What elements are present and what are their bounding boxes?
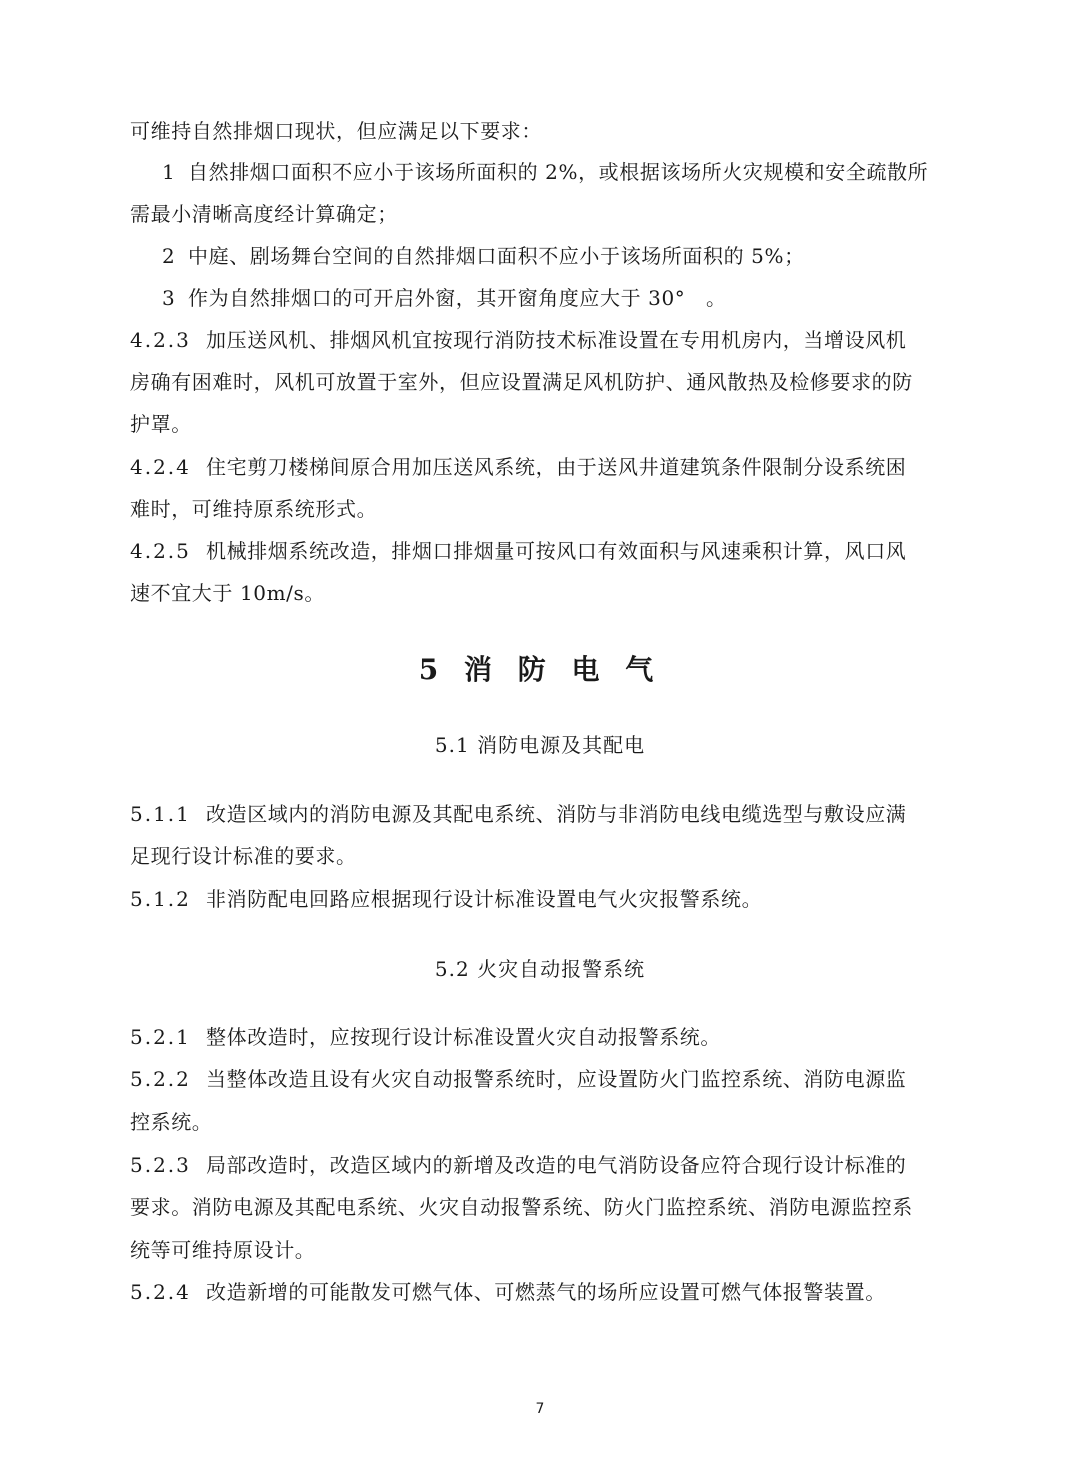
clause-4-2-3: [130, 327, 960, 353]
clause-number: 4.2.4: [130, 455, 191, 479]
clause-number: 5.2.1: [130, 1025, 191, 1049]
clause-4-2-5: [130, 538, 960, 564]
list-item: [162, 243, 992, 269]
clause-text: 机械排烟系统改造，排烟口排烟量可按风口有效面积与风速乘积计算，风口风: [206, 539, 907, 563]
clause-5-2-2: [130, 1066, 960, 1092]
clause-continuation: 速不宜大于 10m/s。: [130, 581, 325, 605]
clause-4-2-4: [130, 454, 960, 480]
clause-text: 住宅剪刀楼梯间原合用加压送风系统，由于送风井道建筑条件限制分设系统困: [206, 455, 907, 479]
list-item-number: 3: [162, 286, 176, 310]
clause-number: 5.2.4: [130, 1280, 191, 1304]
clause-number: 5.2.3: [130, 1153, 191, 1177]
clause-5-2-3: [130, 1152, 960, 1178]
clause-text: 加压送风机、排烟风机宜按现行消防技术标准设置在专用机房内，当增设风机: [206, 328, 907, 352]
clause-continuation: 足现行设计标准的要求。: [130, 844, 357, 868]
list-item-number: 1: [162, 160, 176, 184]
section-title-5-1: 5.1 消防电源及其配电: [434, 733, 646, 757]
clause-number: 5.1.2: [130, 887, 191, 911]
clause-continuation: 难时，可维持原系统形式。: [130, 497, 378, 521]
clause-continuation: 房确有困难时，风机可放置于室外，但应设置满足风机防护、通风散热及检修要求的防: [130, 370, 913, 394]
clause-text: 当整体改造且设有火灾自动报警系统时，应设置防火门监控系统、消防电源监: [206, 1067, 907, 1091]
clause-number: 5.1.1: [130, 802, 191, 826]
clause-text: 改造区域内的消防电源及其配电系统、消防与非消防电线电缆选型与敷设应满: [206, 802, 907, 826]
clause-text: 局部改造时，改造区域内的新增及改造的电气消防设备应符合现行设计标准的: [206, 1153, 907, 1177]
clause-number: 4.2.3: [130, 328, 191, 352]
list-item-text: 作为自然排烟口的可开启外窗，其开窗角度应大于 30° 。: [188, 286, 727, 310]
clause-continuation: 统等可维持原设计。: [130, 1238, 316, 1262]
clause-text: 改造新增的可能散发可燃气体、可燃蒸气的场所应设置可燃气体报警装置。: [206, 1280, 886, 1304]
clause-5-2-1: [130, 1024, 960, 1050]
clause-number: 5.2.2: [130, 1067, 191, 1091]
list-item: [162, 285, 992, 311]
clause-number: 4.2.5: [130, 539, 191, 563]
clause-continuation: 护罩。: [130, 412, 192, 436]
clause-5-1-1: [130, 801, 960, 827]
paragraph-continuation: 可维持自然排烟口现状，但应满足以下要求：: [130, 119, 542, 143]
clause-5-1-2: [130, 886, 960, 912]
clause-5-2-4: [130, 1279, 960, 1305]
list-item-continuation: 需最小清晰高度经计算确定；: [130, 202, 398, 226]
list-item-text: 自然排烟口面积不应小于该场所面积的 2%，或根据该场所火灾规模和安全疏散所: [188, 160, 929, 184]
clause-text: 整体改造时，应按现行设计标准设置火灾自动报警系统。: [206, 1025, 721, 1049]
list-item-number: 2: [162, 244, 176, 268]
chapter-title: 5 消 防 电 气: [418, 653, 662, 686]
clause-continuation: 要求。消防电源及其配电系统、火灾自动报警系统、防火门监控系统、消防电源监控系: [130, 1195, 913, 1219]
clause-continuation: 控系统。: [130, 1110, 213, 1134]
page-number: 7: [535, 1401, 545, 1417]
clause-text: 非消防配电回路应根据现行设计标准设置电气火灾报警系统。: [206, 887, 763, 911]
section-title-5-2: 5.2 火灾自动报警系统: [434, 957, 646, 981]
list-item: [162, 159, 992, 185]
list-item-text: 中庭、剧场舞台空间的自然排烟口面积不应小于该场所面积的 5%；: [188, 244, 805, 268]
